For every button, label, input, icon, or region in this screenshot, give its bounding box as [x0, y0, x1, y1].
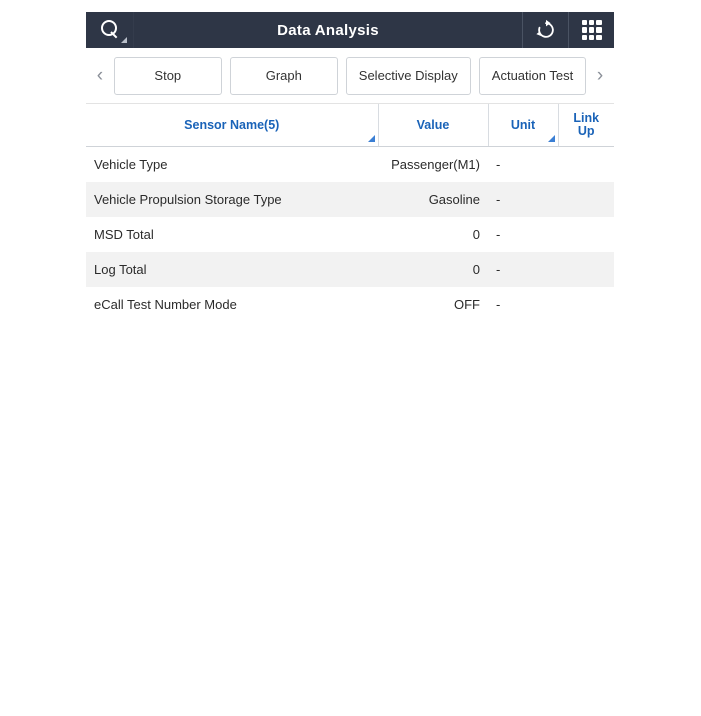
table-body	[86, 147, 614, 323]
table-row[interactable]	[86, 287, 614, 322]
cell-sensor-name: MSD Total	[94, 227, 154, 242]
table-row[interactable]	[86, 217, 614, 252]
selective-display-button[interactable]: Selective Display	[346, 57, 471, 95]
cell-value: 0	[472, 227, 480, 242]
column-header-link-up-line2: Up	[577, 124, 595, 138]
column-header-unit-label: Unit	[510, 118, 536, 132]
cell-value: 0	[472, 262, 480, 277]
cell-value: OFF	[454, 297, 480, 312]
table-row[interactable]	[86, 147, 614, 183]
cell-value: Passenger(M1)	[391, 157, 480, 172]
cell-unit: -	[496, 262, 501, 277]
cell-sensor-name: eCall Test Number Mode	[94, 297, 237, 312]
table-row[interactable]	[86, 252, 614, 287]
cell-unit: -	[496, 157, 501, 172]
graph-button[interactable]: Graph	[230, 57, 338, 95]
cell-link-up[interactable]	[558, 252, 614, 287]
refresh-icon	[535, 19, 557, 41]
table-header	[86, 104, 614, 147]
data-analysis-panel	[86, 12, 614, 322]
search-button[interactable]	[86, 12, 134, 48]
cell-link-up[interactable]	[558, 287, 614, 322]
cell-sensor-name: Vehicle Propulsion Storage Type	[94, 192, 282, 207]
cell-unit: -	[496, 297, 501, 312]
cell-link-up[interactable]	[558, 182, 614, 217]
cell-value: Gasoline	[428, 192, 480, 207]
resize-corner-icon	[121, 37, 127, 43]
cell-sensor-name: Vehicle Type	[94, 157, 168, 172]
action-toolbar	[86, 48, 614, 104]
cell-unit: -	[496, 192, 501, 207]
cell-unit: -	[496, 227, 501, 242]
cell-link-up[interactable]	[558, 217, 614, 252]
column-header-value[interactable]: Value	[378, 104, 488, 147]
table-header-row	[86, 104, 614, 147]
sort-indicator-icon	[548, 135, 555, 142]
search-icon	[99, 19, 121, 41]
refresh-button[interactable]	[522, 12, 568, 48]
cell-link-up[interactable]	[558, 147, 614, 183]
title-bar	[86, 12, 614, 48]
toolbar-next-arrow[interactable]: ›	[596, 64, 604, 86]
cell-sensor-name: Log Total	[94, 262, 147, 277]
column-header-unit[interactable]	[488, 104, 558, 147]
column-header-sensor-name-label: Sensor Name(5)	[184, 118, 280, 132]
sort-indicator-icon	[368, 135, 375, 142]
stop-button[interactable]: Stop	[114, 57, 222, 95]
toolbar-prev-arrow[interactable]: ‹	[96, 64, 104, 86]
page-title: Data Analysis	[277, 21, 379, 39]
sensor-data-table	[86, 104, 614, 322]
grid-apps-icon	[582, 20, 602, 40]
column-header-link-up-line1: Link	[573, 111, 600, 125]
column-header-sensor-name[interactable]	[86, 104, 378, 147]
apps-button[interactable]	[568, 12, 614, 48]
table-row[interactable]	[86, 182, 614, 217]
column-header-link-up[interactable]	[558, 104, 614, 147]
actuation-test-button[interactable]: Actuation Test	[479, 57, 586, 95]
